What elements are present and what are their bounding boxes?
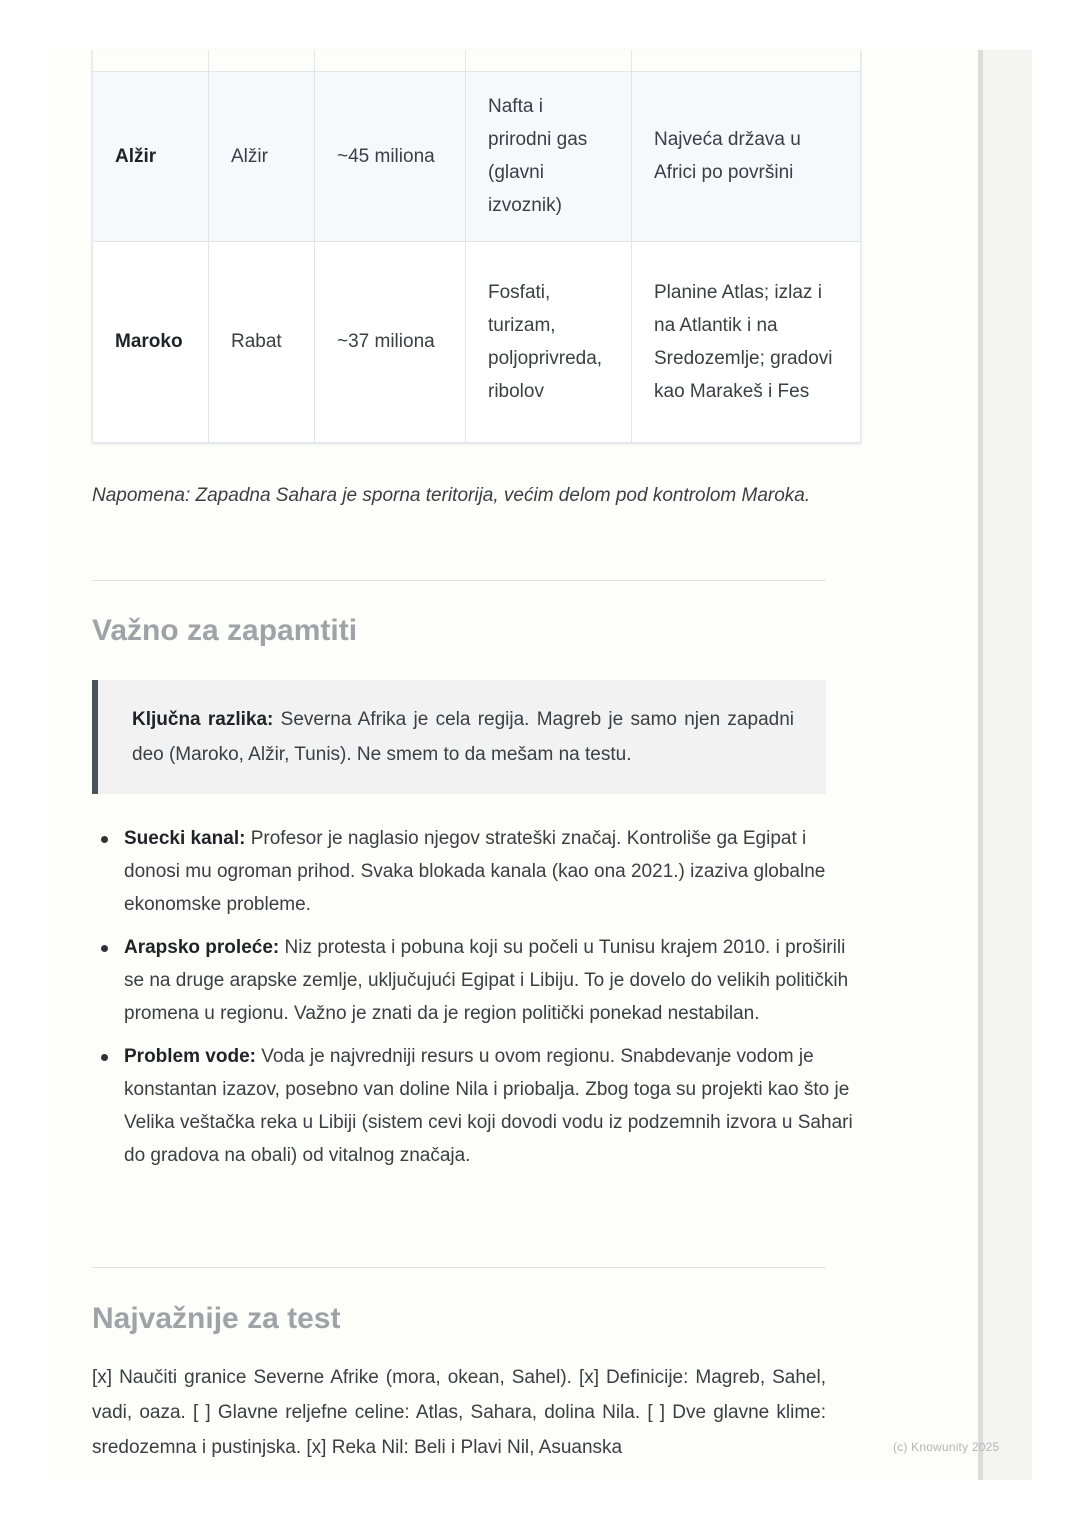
divider xyxy=(92,1267,826,1268)
table-footnote: Napomena: Zapadna Sahara je sporna teritorija, većim delom pod kontrolom Maroka. xyxy=(92,485,811,506)
bullet-icon xyxy=(101,836,108,843)
list-item-text: Niz protesta i pobuna koji su počeli u Tunisu krajem 2010. i proširili se na druge arapske zemlje, uključujući Egipat i Libiju. To je dovelo do velikih političkih promena u regionu. Važno je znati da je region politički ponekad nestabilan. xyxy=(124,937,849,1024)
divider xyxy=(92,580,826,581)
economy-cell: Fosfati, turizam, poljoprivreda, ribolov xyxy=(466,241,632,442)
bullet-icon xyxy=(101,945,108,952)
test-checklist-paragraph: [x] Naučiti granice Severne Afrike (mora, okean, Sahel). [x] Definicije: Magreb, Sahel, vadi, oaza. [ ] Glavne reljefne celine: Atlas, Sahara, dolina Nila. [ ] Dve glavne klime: sredozemna i pustinjska. [x] Reka Nil: Beli i Plavi Nil, Asuanska xyxy=(92,1367,826,1458)
list-item-text: Voda je najvredniji resurs u ovom regionu. Snabdevanje vodom je konstantan izazov, posebno van doline Nila i priobalja. Zbog toga su projekti kao što je Velika veštačka reka u Libiji (sistem cevi koji dovodi vodu iz podzemnih izvora u Sahari do gradova na obali) od vitalnog značaja. xyxy=(124,1046,853,1166)
country-cell: Maroko xyxy=(93,241,209,442)
callout-text: Severna Afrika je cela regija. Magreb je samo njen zapadni deo (Maroko, Alžir, Tunis). Ne smem to da mešam na testu. xyxy=(132,709,794,765)
table-row xyxy=(93,241,861,442)
list-item xyxy=(124,1040,858,1172)
note-cell: Najveća država u Africi po površini xyxy=(632,71,861,241)
list-item xyxy=(124,822,858,921)
capital-cell: Alžir xyxy=(209,71,315,241)
list-item-text: Profesor je naglasio njegov strateški značaj. Kontroliše ga Egipat i donosi mu ogroman prihod. Svaka blokada kanala (kao ona 2021.) izaziva globalne ekonomske probleme. xyxy=(124,828,826,915)
key-points-list xyxy=(92,822,858,1182)
capital-cell: Rabat xyxy=(209,241,315,442)
callout-label: Ključna razlika: xyxy=(132,709,274,730)
section-heading-test: Najvažnije za test xyxy=(92,1302,341,1335)
section-heading-remember: Važno za zapamtiti xyxy=(92,614,358,647)
bullet-icon xyxy=(101,1054,108,1061)
countries-table xyxy=(92,50,861,443)
watermark: (c) Knowunity 2025 xyxy=(893,1440,1000,1454)
key-difference-callout xyxy=(92,680,826,794)
population-cell: ~37 miliona xyxy=(315,241,466,442)
economy-cell: Nafta i prirodni gas (glavni izvoznik) xyxy=(466,71,632,241)
country-cell: Alžir xyxy=(93,71,209,241)
population-cell: ~45 miliona xyxy=(315,71,466,241)
list-item-label: Suecki kanal: xyxy=(124,828,246,849)
page-side-margin xyxy=(978,50,1032,1480)
table-row-partial xyxy=(93,50,861,71)
table-row xyxy=(93,71,861,241)
list-item xyxy=(124,931,858,1030)
list-item-label: Problem vode: xyxy=(124,1046,256,1067)
note-cell: Planine Atlas; izlaz i na Atlantik i na Sredozemlje; gradovi kao Marakeš i Fes xyxy=(632,241,861,442)
list-item-label: Arapsko proleće: xyxy=(124,937,280,958)
